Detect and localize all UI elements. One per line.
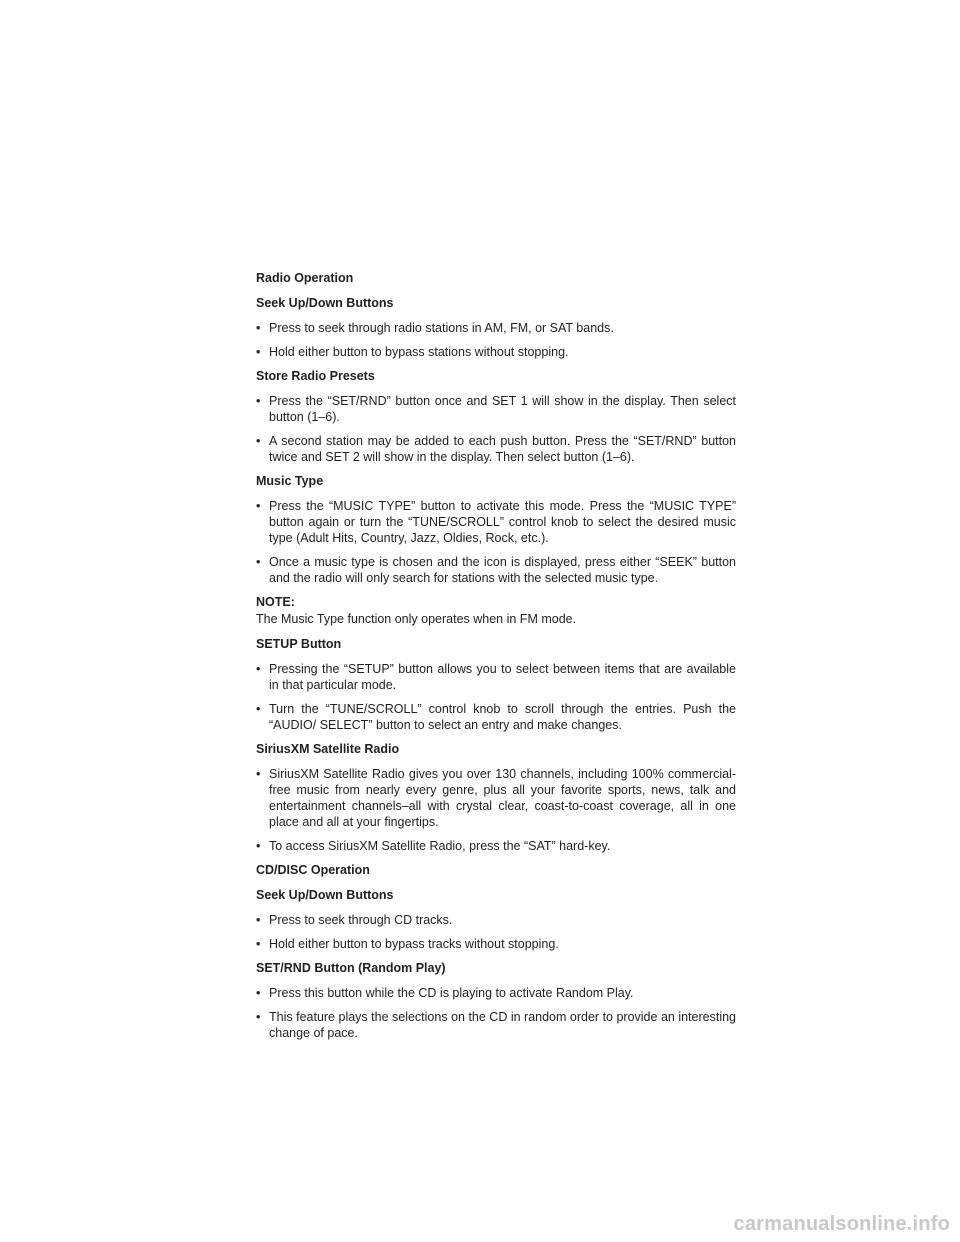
bullet-item	[256, 936, 736, 952]
section-heading: SiriusXM Satellite Radio	[256, 742, 400, 756]
bullet-text: SiriusXM Satellite Radio gives you over 130 channels, including 100% commercial-free music from nearly every genre, plus all your favorite sports, news, talk and entertainment channels–all with crystal clear, coast-to-coast coverage, all in one place and all at your fingertips.	[269, 767, 736, 829]
bullet-item	[256, 766, 736, 830]
bullet-item	[256, 838, 736, 854]
bullet-list	[256, 393, 736, 465]
bullet-item	[256, 985, 736, 1001]
bullet-text: Pressing the “SETUP” button allows you to select between items that are available in that particular mode.	[269, 662, 736, 692]
bullet-item	[256, 433, 736, 465]
bullet-list	[256, 912, 736, 952]
section-heading: CD/DISC Operation	[256, 863, 370, 877]
bullet-text: Press to seek through CD tracks.	[269, 913, 453, 927]
bullet-text: Hold either button to bypass tracks without stopping.	[269, 937, 559, 951]
section-heading: Music Type	[256, 474, 324, 488]
bullet-text: To access SiriusXM Satellite Radio, press the “SAT” hard-key.	[269, 839, 611, 853]
bullet-list	[256, 320, 736, 360]
bullet-text: Hold either button to bypass stations without stopping.	[269, 345, 569, 359]
bullet-item	[256, 1009, 736, 1041]
bullet-text: Press this button while the CD is playing to activate Random Play.	[269, 986, 634, 1000]
section-heading: Radio Operation	[256, 271, 354, 285]
section-heading: Seek Up/Down Buttons	[256, 296, 394, 310]
section-heading: SETUP Button	[256, 637, 342, 651]
bullet-item	[256, 701, 736, 733]
section-heading: Store Radio Presets	[256, 369, 375, 383]
note-block	[256, 594, 736, 628]
section-heading: Seek Up/Down Buttons	[256, 888, 394, 902]
bullet-list	[256, 985, 736, 1041]
bullet-text: A second station may be added to each push button. Press the “SET/RND” button twice and SET 2 will show in the display. Then select button (1–6).	[269, 434, 736, 464]
note-label: NOTE:	[256, 595, 295, 609]
bullet-text: Turn the “TUNE/SCROLL” control knob to scroll through the entries. Push the “AUDIO/ SELECT” button to select an entry and make changes.	[269, 702, 736, 732]
bullet-text: Once a music type is chosen and the icon is displayed, press either “SEEK” button and the radio will only search for stations with the selected music type.	[269, 555, 736, 585]
bullet-text: Press the “MUSIC TYPE” button to activate this mode. Press the “MUSIC TYPE” button again or turn the “TUNE/SCROLL” control knob to select the desired music type (Adult Hits, Country, Jazz, Oldies, Rock, etc.).	[269, 499, 736, 545]
note-text: The Music Type function only operates when in FM mode.	[256, 612, 577, 626]
section-heading: SET/RND Button (Random Play)	[256, 961, 446, 975]
bullet-item	[256, 554, 736, 586]
bullet-text: Press the “SET/RND” button once and SET 1 will show in the display. Then select button (1–6).	[269, 394, 736, 424]
bullet-list	[256, 661, 736, 733]
watermark: carmanualsonline.info	[733, 1213, 950, 1235]
bullet-item	[256, 661, 736, 693]
bullet-item	[256, 912, 736, 928]
bullet-list	[256, 766, 736, 854]
bullet-item	[256, 498, 736, 546]
bullet-item	[256, 393, 736, 425]
bullet-text: This feature plays the selections on the CD in random order to provide an interesting change of pace.	[269, 1010, 736, 1040]
bullet-item	[256, 344, 736, 360]
bullet-item	[256, 320, 736, 336]
manual-page-content	[256, 270, 736, 1049]
bullet-list	[256, 498, 736, 586]
bullet-text: Press to seek through radio stations in AM, FM, or SAT bands.	[269, 321, 614, 335]
